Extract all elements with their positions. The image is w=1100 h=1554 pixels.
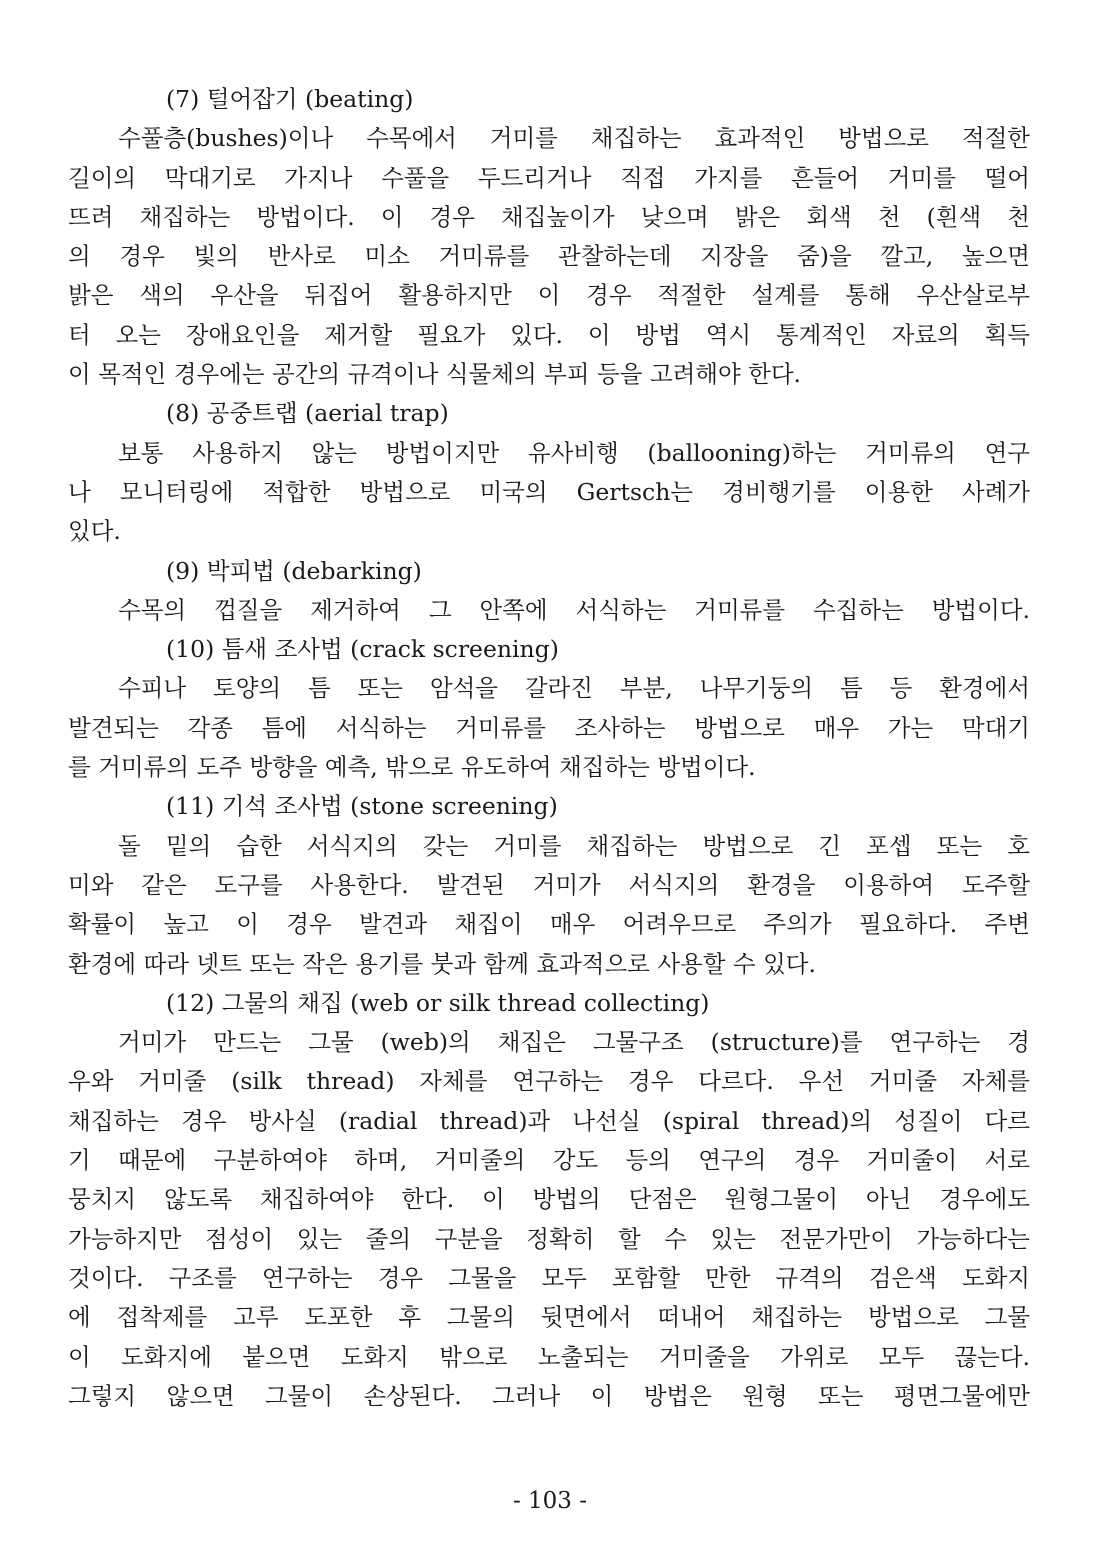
paragraph-line: 에 접착제를 고루 도포한 후 그물의 뒷면에서 떠내어 채집하는 방법으로 그물 bbox=[68, 1303, 1030, 1332]
paragraph-line: 수목의 껍질을 제거하여 그 안쪽에 서식하는 거미류를 수집하는 방법이다. bbox=[118, 595, 1030, 624]
paragraph-line: 돌 밑의 습한 서식지의 갖는 거미를 채집하는 방법으로 긴 포셉 또는 호 bbox=[118, 831, 1030, 860]
paragraph-line: 수풀층(bushes)이나 수목에서 거미를 채집하는 효과적인 방법으로 적절한 bbox=[118, 124, 1030, 153]
paragraph-line: 확률이 높고 이 경우 발견과 채집이 매우 어려우므로 주의가 필요하다. 주변 bbox=[68, 910, 1030, 939]
paragraph-line: 우와 거미줄 (silk thread) 자체를 연구하는 경우 다르다. 우선 거미줄 자체를 bbox=[68, 1067, 1030, 1096]
section-aerial-trap bbox=[68, 394, 1030, 551]
section-debarking bbox=[68, 552, 1030, 631]
paragraph-line: 거미가 만드는 그물 (web)의 채집은 그물구조 (structure)를 연구하는 경 bbox=[118, 1028, 1030, 1057]
paragraph-line: 나 모니터링에 적합한 방법으로 미국의 Gertsch는 경비행기를 이용한 사례가 bbox=[68, 477, 1030, 506]
section-stone-screening bbox=[68, 787, 1030, 983]
page-number: - 103 - bbox=[512, 1488, 588, 1514]
section-crack-screening bbox=[68, 630, 1030, 787]
paragraph-line: 기 때문에 구분하여야 하며, 거미줄의 강도 등의 연구의 경우 거미줄이 서로 bbox=[68, 1146, 1030, 1175]
paragraph-line: 그렇지 않으면 그물이 손상된다. 그러나 이 방법은 원형 또는 평면그물에만 bbox=[68, 1381, 1030, 1410]
page-body bbox=[68, 80, 1030, 1416]
paragraph-line: 를 거미류의 도주 방향을 예측, 밖으로 유도하여 채집하는 방법이다. bbox=[68, 753, 756, 782]
paragraph-line: 미와 같은 도구를 사용한다. 발견된 거미가 서식지의 환경을 이용하여 도주할 bbox=[68, 870, 1030, 899]
paragraph-line: 뭉치지 않도록 채집하여야 한다. 이 방법의 단점은 원형그물이 아닌 경우에도 bbox=[68, 1185, 1030, 1214]
section-heading: (12) 그물의 채집 (web or silk thread collecting) bbox=[166, 988, 710, 1017]
paragraph-line: 뜨려 채집하는 방법이다. 이 경우 채집높이가 낮으며 밝은 회색 천 (흰색 천 bbox=[68, 202, 1030, 231]
paragraph-line: 의 경우 빛의 반사로 미소 거미류를 관찰하는데 지장을 줌)을 깔고, 높으면 bbox=[68, 242, 1030, 271]
section-web-collecting bbox=[68, 984, 1030, 1416]
paragraph-line: 환경에 따라 넷트 또는 작은 용기를 붓과 함께 효과적으로 사용할 수 있다. bbox=[68, 949, 816, 978]
paragraph-line: 것이다. 구조를 연구하는 경우 그물을 모두 포함할 만한 규격의 검은색 도화지 bbox=[68, 1263, 1030, 1292]
paragraph-line: 채집하는 경우 방사실 (radial thread)과 나선실 (spiral thread)의 성질이 다르 bbox=[68, 1106, 1030, 1135]
paragraph-line: 발견되는 각종 틈에 서식하는 거미류를 조사하는 방법으로 매우 가는 막대기 bbox=[68, 713, 1030, 742]
paragraph-line: 이 목적인 경우에는 공간의 규격이나 식물체의 부피 등을 고려해야 한다. bbox=[68, 360, 802, 389]
section-heading: (9) 박피법 (debarking) bbox=[166, 556, 422, 585]
paragraph-line: 이 도화지에 붙으면 도화지 밖으로 노출되는 거미줄을 가위로 모두 끊는다. bbox=[68, 1342, 1030, 1371]
paragraph-line: 있다. bbox=[68, 517, 121, 546]
section-heading: (8) 공중트랩 (aerial trap) bbox=[166, 399, 449, 428]
section-heading: (7) 털어잡기 (beating) bbox=[166, 85, 414, 113]
section-heading: (11) 기석 조사법 (stone screening) bbox=[166, 792, 558, 821]
paragraph-line: 길이의 막대기로 가지나 수풀을 두드리거나 직접 가지를 흔들어 거미를 떨어 bbox=[68, 163, 1030, 192]
paragraph-line: 보통 사용하지 않는 방법이지만 유사비행 (ballooning)하는 거미류의 연구 bbox=[118, 438, 1030, 467]
paragraph-line: 가능하지만 점성이 있는 줄의 구분을 정확히 할 수 있는 전문가만이 가능하다는 bbox=[68, 1224, 1030, 1253]
paragraph-line: 밝은 색의 우산을 뒤집어 활용하지만 이 경우 적절한 설계를 통해 우산살로부 bbox=[68, 281, 1030, 310]
paragraph-line: 수피나 토양의 틈 또는 암석을 갈라진 부분, 나무기둥의 틈 등 환경에서 bbox=[118, 674, 1030, 703]
section-heading: (10) 틈새 조사법 (crack screening) bbox=[166, 635, 559, 664]
section-beating bbox=[68, 80, 1030, 394]
paragraph-line: 터 오는 장애요인을 제거할 필요가 있다. 이 방법 역시 통계적인 자료의 획득 bbox=[68, 320, 1030, 349]
